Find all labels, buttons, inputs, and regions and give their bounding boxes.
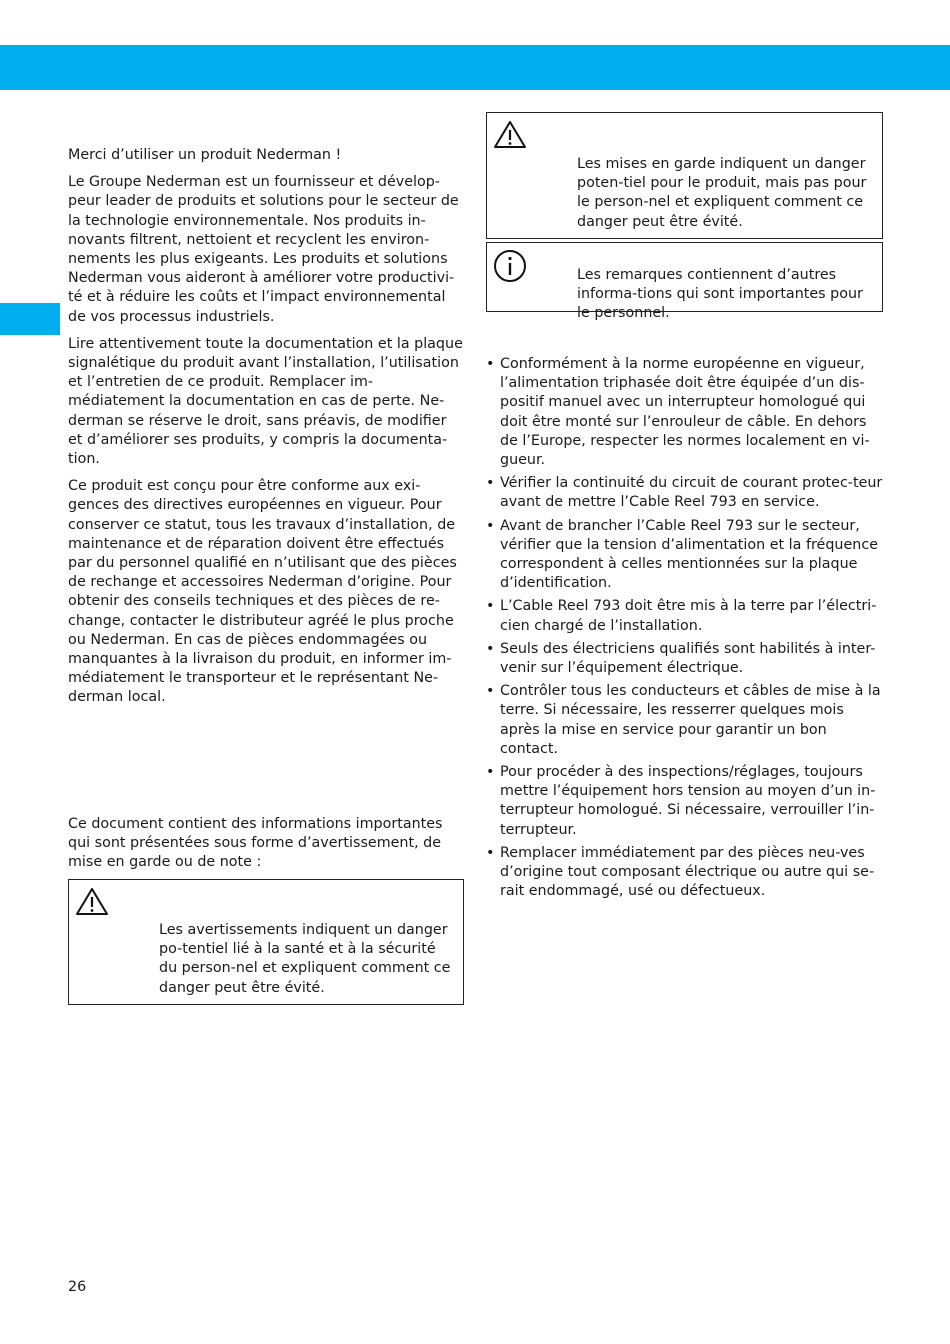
note-text: Les remarques contiennent d’autres informa-tions qui sont importantes pour le personnel. [577, 267, 863, 322]
intro-paragraph-1: Merci d’utiliser un produit Nederman ! [68, 147, 342, 163]
list-item-text: Pour procéder à des inspections/réglages, toujours mettre l’équipement hors tension au moyen d’un in-terrupteur homologué. Si nécessaire, verrouiller l’in-terrupteur. [500, 764, 876, 838]
list-item-text: Contrôler tous les conducteurs et câbles de mise à la terre. Si nécessaire, les resserrer quelques mois après la mise en service pour garantir un bon contact. [500, 683, 881, 757]
safety-instructions-list [486, 355, 883, 905]
bullet: • [486, 640, 495, 657]
warning-box [68, 879, 464, 1005]
list-item [486, 355, 883, 470]
bullet: • [486, 517, 495, 534]
intro-column [68, 146, 464, 716]
warning-text: Les avertissements indiquent un danger po-tentiel lié à la santé et à la sécurité du person-nel et expliquent comment ce danger peut être évité. [159, 922, 451, 996]
list-item-text: Conformément à la norme européenne en vigueur, l’alimentation triphasée doit être équipée d’un dis-positif manuel avec un interrupteur homologué qui doit être monté sur l’enrouleur de câble. En dehors de l’Europe, respecter les normes localement en vi-gueur. [500, 356, 870, 469]
intro-paragraph-3: Lire attentivement toute la documentation et la plaque signalétique du produit avant l’installation, l’utilisation et l’entretien de ce produit. Remplacer im-médiatement la documentation en cas de perte. Ne-derman se réserve le droit, sans préavis, de modifier et d’améliorer ses produits, y compris la documenta-tion. [68, 335, 463, 468]
list-item-text: Seuls des électriciens qualifiés sont habilités à inter-venir sur l’équipement électrique. [500, 640, 876, 677]
list-item [486, 682, 883, 759]
list-item [486, 844, 883, 902]
list-item-text: Vérifier la continuité du circuit de courant protec-teur avant de mettre l’Cable Reel 793 en service. [500, 475, 883, 511]
bullet: • [486, 683, 495, 700]
bullet: • [486, 844, 495, 861]
section-tab-marker [0, 303, 60, 335]
intro-paragraph-2: Le Groupe Nederman est un fournisseur et dévelop-peur leader de produits et solutions pour le secteur de la technologie environnementale. Nos produits in-novants filtrent, nettoient et recyclent les environ-nements les plus exigeants. Les produits et solutions Nederman vous aideront à améliorer votre productivi-té et à réduire les coûts et l’impact environnemental de vos processus industriels. [68, 174, 459, 325]
list-item [486, 517, 883, 594]
list-item-text: Avant de brancher l’Cable Reel 793 sur le secteur, vérifier que la tension d’alimentation et la fréquence correspondent à celles mentionnées sur la plaque d’identification. [500, 517, 878, 592]
page-number: 26 [68, 1279, 87, 1295]
list-item [486, 640, 883, 678]
list-item-text: Remplacer immédiatement par des pièces neu-ves d’origine tout composant électrique ou autre qui se-rait endommagé, usé ou défectueux. [500, 844, 875, 900]
list-item-text: L’Cable Reel 793 doit être mis à la terre par l’électri-cien chargé de l’installation. [500, 598, 877, 634]
list-item [486, 474, 883, 512]
warning-triangle-icon [75, 886, 109, 918]
caution-box [486, 112, 883, 239]
bullet: • [486, 356, 495, 372]
list-item [486, 597, 883, 635]
note-box [486, 242, 883, 322]
safety-intro-paragraph: Ce document contient des informations importantes qui sont présentées sous forme d’avertissement, de mise en garde ou de note : [68, 816, 443, 871]
bullet: • [486, 764, 495, 781]
bullet: • [486, 598, 495, 615]
warning-triangle-icon [493, 119, 527, 151]
info-icon [493, 249, 527, 281]
list-item [486, 763, 883, 840]
header-bar [0, 45, 950, 90]
intro-paragraph-4: Ce produit est conçu pour être conforme aux exi-gences des directives européennes en vigueur. Pour conserver ce statut, tous les travaux d’installation, de maintenance et de réparation doivent être effectués par du personnel qualifié en n’utilisant que des pièces de rechange et accessoires Nederman d’origine. Pour obtenir des conseils techniques et des pièces de re-change, contacter le distributeur agréé le plus proche ou Nederman. En cas de pièces endommagées ou manquantes à la livraison du produit, en informer im-médiatement le transporteur et le représentant Ne-derman local. [68, 478, 457, 706]
caution-text: Les mises en garde indiquent un danger poten-tiel pour le produit, mais pas pour le person-nel et expliquent comment ce danger peut être évité. [577, 156, 867, 230]
bullet: • [486, 475, 495, 492]
